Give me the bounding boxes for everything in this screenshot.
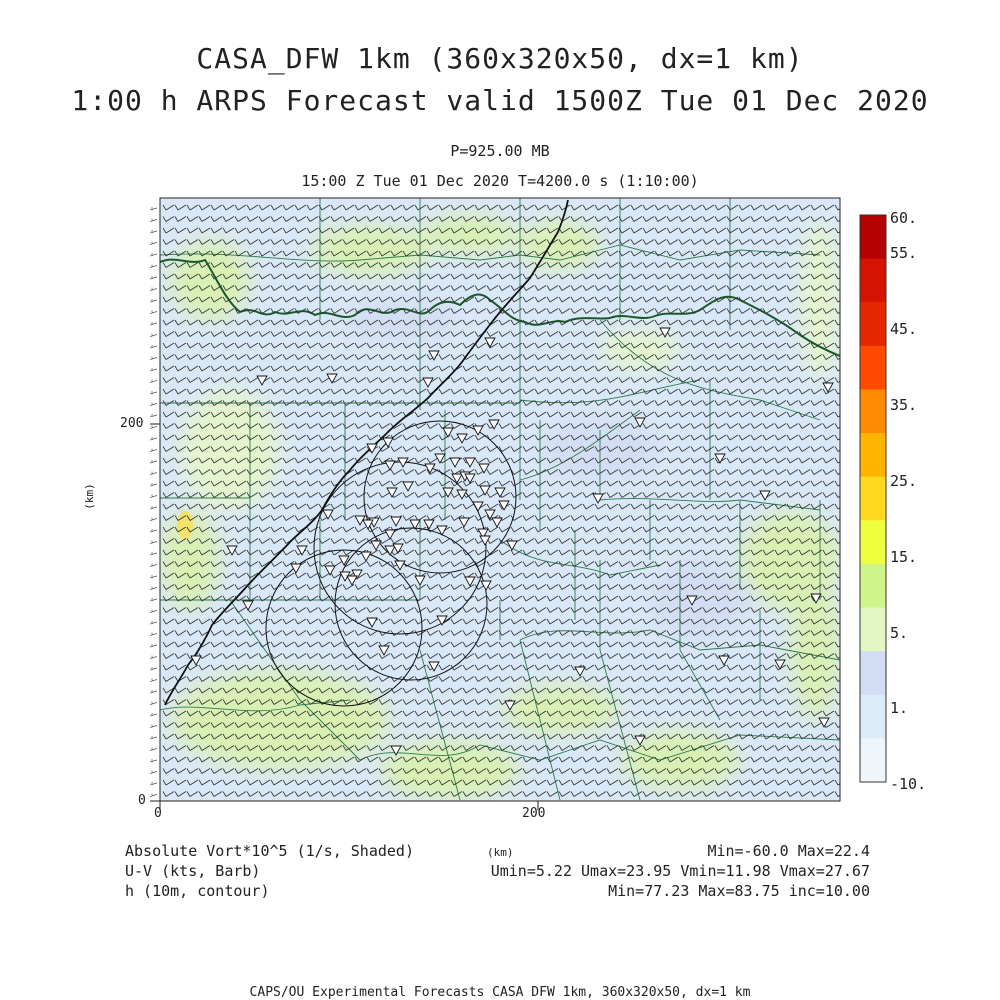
colorbar-swatch [860, 520, 886, 564]
colorbar-label-60: 60. [890, 209, 918, 227]
legend-height: h (10m, contour) [125, 882, 270, 900]
colorbar-label-15: 15. [890, 548, 918, 566]
stats-height: Min=77.23 Max=83.75 inc=10.00 [608, 882, 870, 900]
colorbar-label-25: 25. [890, 472, 918, 490]
colorbar-label-1: 1. [890, 699, 909, 717]
y-tick-200: 200 [120, 416, 144, 431]
colorbar-swatch [860, 302, 886, 346]
colorbar [860, 215, 886, 783]
stats-wind: Umin=5.22 Umax=23.95 Vmin=11.98 Vmax=27.67 [490, 862, 870, 880]
colorbar-swatch [860, 346, 886, 390]
x-axis-label: (km) [487, 846, 514, 859]
colorbar-swatch [860, 651, 886, 695]
colorbar-swatch [860, 215, 886, 259]
figure-title-line2: 1:00 h ARPS Forecast valid 1500Z Tue 01 Dec 2020 [71, 84, 929, 117]
legend-wind: U-V (kts, Barb) [125, 862, 261, 880]
colorbar-label-55: 55. [890, 244, 918, 262]
colorbar-swatch [860, 477, 886, 521]
y-tick-0: 0 [138, 793, 146, 808]
colorbar-label-35: 35. [890, 396, 918, 414]
colorbar-swatch [860, 695, 886, 739]
y-axis-label: (km) [82, 483, 96, 510]
colorbar-swatch [860, 433, 886, 477]
edge-barbs [150, 207, 157, 797]
colorbar-swatch [860, 259, 886, 303]
stats-vorticity: Min=-60.0 Max=22.4 [707, 842, 870, 860]
colorbar-label-5: 5. [890, 624, 909, 642]
pressure-level-label: P=925.00 MB [450, 142, 550, 160]
colorbar-swatch [860, 738, 886, 782]
figure-title-line1: CASA_DFW 1km (360x320x50, dx=1 km) [196, 42, 804, 75]
legend-vorticity: Absolute Vort*10^5 (1/s, Shaded) [125, 842, 414, 860]
valid-time-label: 15:00 Z Tue 01 Dec 2020 T=4200.0 s (1:10:00) [301, 172, 699, 190]
colorbar-label-45: 45. [890, 320, 918, 338]
colorbar-swatch [860, 564, 886, 608]
colorbar-swatch [860, 608, 886, 652]
x-tick-0: 0 [154, 806, 162, 821]
colorbar-label-neg10: -10. [890, 775, 927, 793]
x-tick-200: 200 [522, 806, 546, 821]
footer-credit: CAPS/OU Experimental Forecasts CASA DFW 1km, 360x320x50, dx=1 km [249, 985, 751, 1000]
colorbar-swatch [860, 389, 886, 433]
